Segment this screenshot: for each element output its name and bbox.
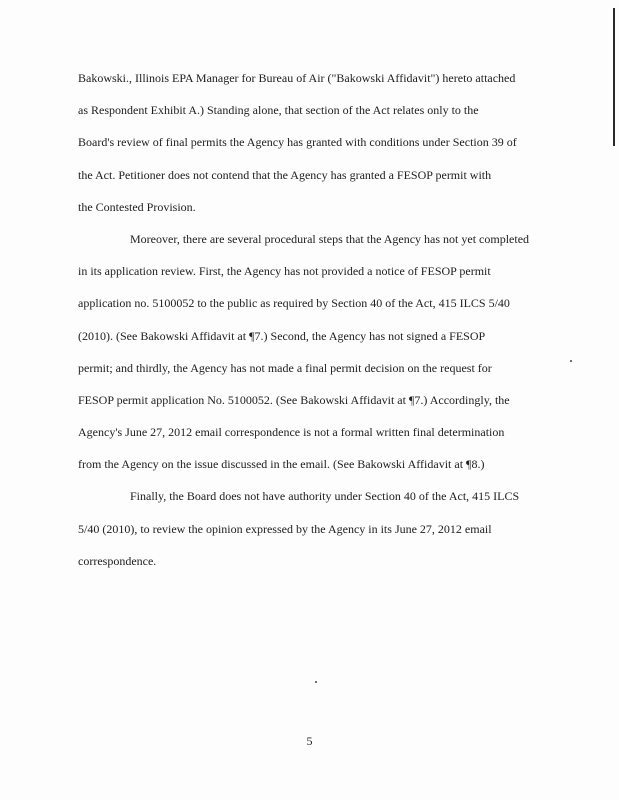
text-line-5: the Contested Provision. [78, 199, 196, 214]
text-line-2: as Respondent Exhibit A.) Standing alone, that section of the Act relates only to the [78, 103, 479, 118]
text-line-10: permit; and thirdly, the Agency has not made a final permit decision on the request for [78, 360, 492, 375]
text-line-15: 5/40 (2010), to review the opinion expressed by the Agency in its June 27, 2012 email [78, 521, 492, 536]
text-line-4: the Act. Petitioner does not contend that the Agency has granted a FESOP permit with [78, 167, 492, 182]
text-line-12: Agency's June 27, 2012 email correspondence is not a formal written final determination [78, 425, 505, 440]
text-line-16: correspondence. [78, 553, 157, 568]
scan-edge-mark [613, 8, 615, 146]
text-line-9: (2010). (See Bakowski Affidavit at ¶7.) Second, the Agency has not signed a FESOP [78, 328, 486, 343]
text-line-6: Moreover, there are several procedural steps that the Agency has not yet completed [130, 231, 530, 246]
text-line-3: Board's review of final permits the Agency has granted with conditions under Section 39 of [78, 135, 517, 150]
text-line-13: from the Agency on the issue discussed in the email. (See Bakowski Affidavit at ¶8.) [78, 457, 485, 472]
text-line-8: application no. 5100052 to the public as required by Section 40 of the Act, 415 ILCS 5/40 [78, 296, 510, 311]
text-line-1: Bakowski., Illinois EPA Manager for Bureau of Air ("Bakowski Affidavit") hereto attached [78, 71, 516, 85]
document-body [78, 70, 528, 585]
scan-speck [315, 681, 317, 683]
page-number: 5 [306, 734, 313, 748]
scan-speck [570, 360, 572, 362]
text-line-11: FESOP permit application No. 5100052. (See Bakowski Affidavit at ¶7.) Accordingly, the [78, 392, 510, 407]
text-line-14: Finally, the Board does not have authority under Section 40 of the Act, 415 ILCS [130, 489, 520, 504]
text-line-7: in its application review. First, the Agency has not provided a notice of FESOP permit [78, 264, 491, 279]
